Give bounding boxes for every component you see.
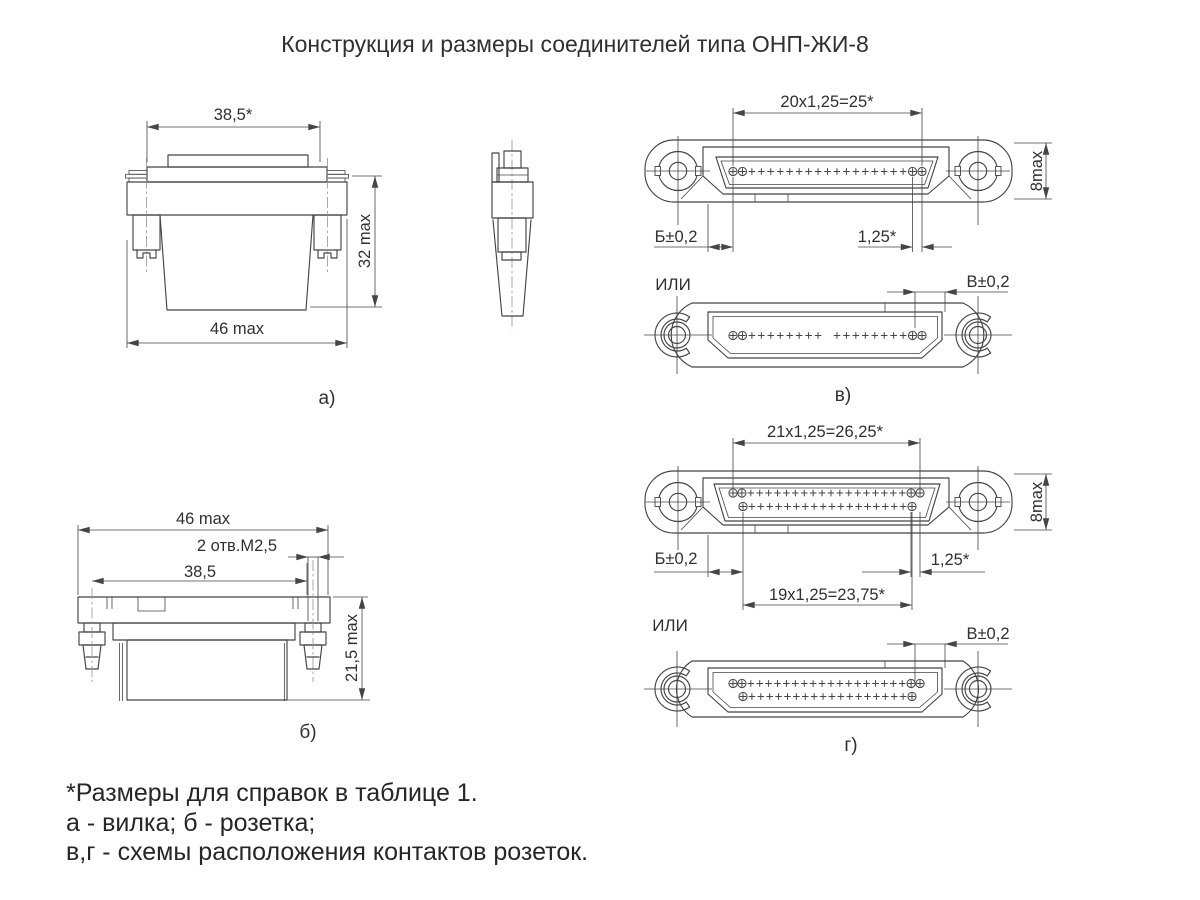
drawing-g-variant2 — [644, 616, 1012, 756]
note-line-2: а - вилка; б - розетка; — [66, 809, 316, 837]
dim-label: 21х1,25=26,25* — [766, 423, 884, 441]
plug-body-outline — [126, 155, 349, 310]
face-outline — [708, 668, 942, 712]
contact-row — [739, 502, 916, 510]
dim-label: 38,5 — [183, 563, 217, 581]
dimension-holes-m25 — [197, 537, 344, 557]
dimension-b-v — [654, 177, 733, 252]
dim-label: Б±0,2 — [654, 228, 698, 246]
contact-row — [739, 692, 916, 700]
page-title: Конструкция и размеры соединителей типа ОНП-ЖИ-8 — [281, 31, 869, 57]
contact-pins — [120, 643, 285, 701]
dimension-row-pitch-bottom — [743, 512, 912, 610]
crosshairs — [646, 136, 1010, 225]
dim-label: 20х1,25=25* — [780, 93, 874, 111]
footnotes — [66, 779, 588, 866]
dim-label: 46 max — [175, 510, 231, 528]
connector-body — [676, 661, 978, 717]
dim-label: 8max — [1028, 150, 1046, 192]
plug-side-view — [492, 140, 533, 330]
or-label: ИЛИ — [652, 616, 688, 635]
dim-label: 8max — [1028, 481, 1046, 523]
drawing-b-socket-view — [78, 510, 370, 743]
crosshairs — [644, 651, 1012, 727]
dimension-21-5-max — [333, 597, 368, 700]
dim-label: В±0,2 — [966, 273, 1010, 291]
drawing-v-variant2 — [644, 273, 1012, 406]
drawing-g-variant1 — [645, 423, 1052, 610]
dimension-v-offset — [887, 273, 1010, 328]
plug-shell — [160, 215, 313, 310]
dimension-b-g — [654, 512, 743, 610]
contact-row — [729, 489, 924, 497]
drawing-v-variant1 — [645, 93, 1052, 252]
socket-body-outline — [78, 557, 370, 701]
view-label-g: г) — [844, 735, 858, 756]
view-label-a: а) — [318, 388, 336, 409]
drawing-a-plug-front-view — [126, 106, 383, 409]
dim-label: 32 max — [356, 213, 374, 269]
contact-row — [729, 167, 926, 175]
note-line-3: в,г - схемы расположения контактов розеток. — [66, 838, 589, 866]
contact-row — [729, 331, 926, 339]
dimension-32-max — [310, 176, 382, 307]
or-label: ИЛИ — [655, 275, 691, 294]
contact-trapezoid — [714, 484, 940, 521]
dim-label: В±0,2 — [966, 625, 1010, 643]
view-label-b: б) — [299, 722, 317, 743]
dimension-8max-v — [1014, 143, 1052, 199]
view-label-v: в) — [834, 385, 852, 406]
dimension-38-5 — [147, 106, 320, 162]
dimension-38-5-b — [92, 563, 307, 595]
dimension-row-pitch — [733, 93, 922, 166]
connector-body — [671, 303, 984, 367]
dim-label: 1,25* — [857, 228, 897, 246]
crosshairs — [644, 296, 1012, 374]
note-line-1: *Размеры для справок в таблице 1. — [66, 779, 478, 807]
dim-label: 46 max — [209, 320, 265, 338]
dimension-pitch-g — [862, 512, 985, 577]
dimension-8max-g — [1014, 474, 1052, 530]
dim-label: Б±0,2 — [654, 550, 698, 568]
dim-label: 19х1,25=23,75* — [768, 586, 886, 604]
dim-label: 38,5* — [213, 106, 253, 124]
contact-row — [729, 679, 924, 687]
crosshairs — [646, 466, 1010, 550]
dim-label: 2 отв.М2,5 — [196, 537, 278, 555]
dim-label: 21,5 max — [343, 614, 361, 682]
dim-label: 1,25* — [930, 551, 970, 569]
